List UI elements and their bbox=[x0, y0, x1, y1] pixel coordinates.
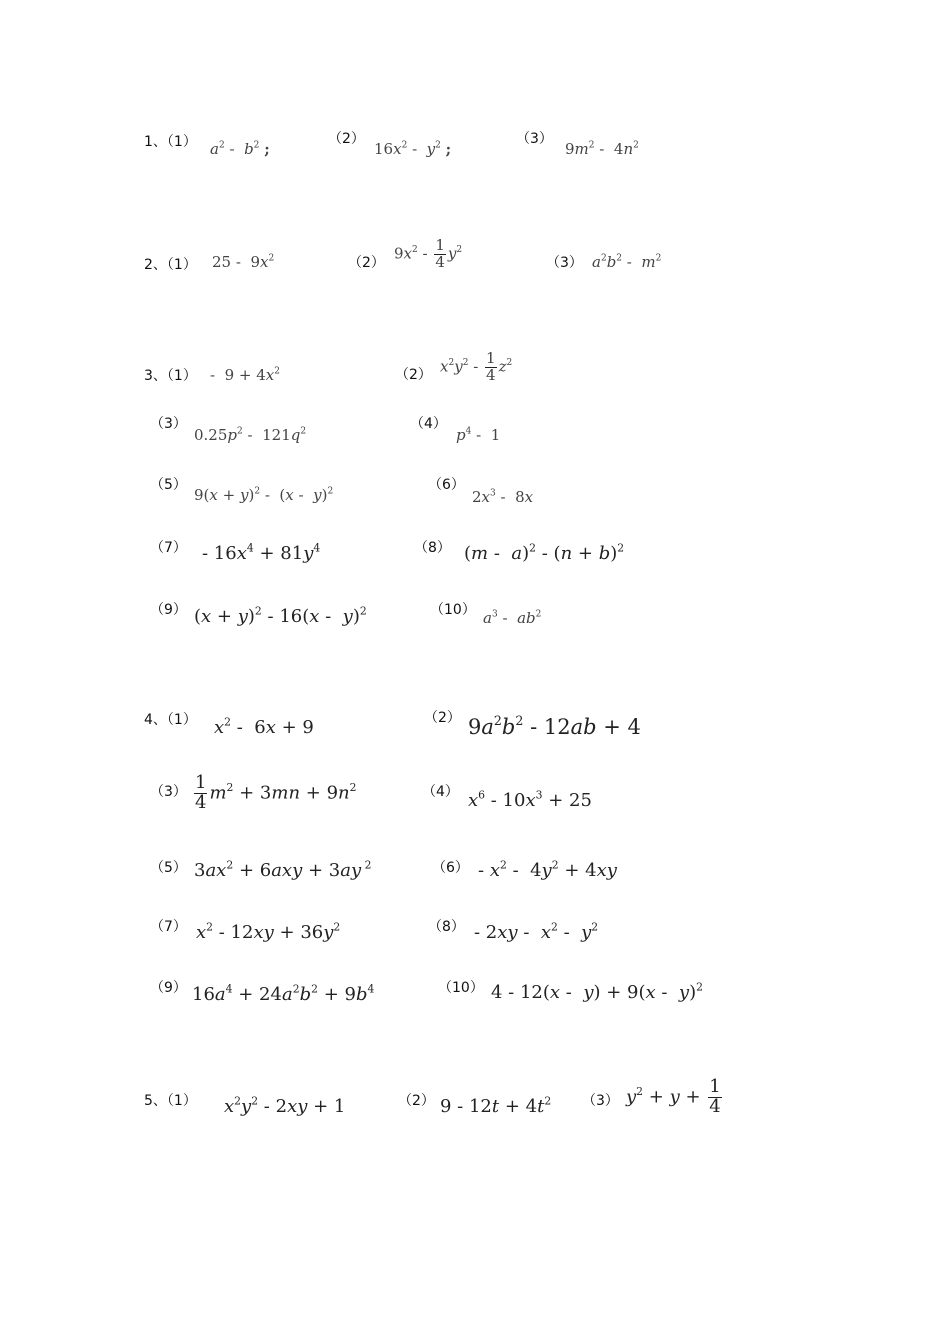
q3-7-expr: - $16x^4 + 81y^4$ bbox=[202, 541, 321, 564]
q3-10-label: （10） bbox=[430, 602, 476, 618]
q4-7-label: （7） bbox=[150, 919, 187, 935]
q4-4-expr: $x^6 - 10x^3 + 25$ bbox=[468, 788, 592, 811]
q4-1-expr: $x^2 - 6x + 9$ bbox=[214, 715, 314, 738]
q3-8-expr: $(m - a)^2 - (n + b)^2$ bbox=[464, 541, 625, 564]
q2-1-expr: $25 - 9x^2$ bbox=[212, 253, 275, 271]
q3-10-expr: $a^3 - ab^2$ bbox=[483, 609, 542, 627]
q5-3-expr: $y^2 + y$ + $\frac{1}{4}$ bbox=[626, 1076, 721, 1117]
q4-5-label: （5） bbox=[150, 860, 187, 876]
q2-2-label: （2） bbox=[348, 255, 385, 271]
q3-3-expr: $0.25p^2 - 121q^2$ bbox=[194, 426, 307, 444]
q5-3-label: （3） bbox=[582, 1093, 619, 1109]
q1-2-label: （2） bbox=[328, 131, 365, 147]
q3-4-label: （4） bbox=[410, 416, 447, 432]
q3-5-label: （5） bbox=[150, 477, 187, 493]
q4-6-label: （6） bbox=[432, 860, 469, 876]
q3-5-expr: $9(x + y)^2 - (x - y)^2$ bbox=[194, 486, 334, 504]
q2-3-expr: $a^2b^2 - m^2$ bbox=[592, 253, 662, 271]
q5-3-fraction: $\frac{1}{4}$ bbox=[709, 1076, 721, 1117]
q4-2-expr: $9a^2b^2 - 12ab + 4$ bbox=[468, 713, 641, 739]
q3-2-label: （2） bbox=[395, 367, 432, 383]
q4-3-expr: $\frac{1}{4}$ $m^2 + 3mn + 9n^2$ bbox=[195, 772, 357, 813]
q4-10-expr: 4 - 12(x - y) + 9(x - y)$^2$ bbox=[491, 980, 703, 1003]
q4-8-expr: - $2xy - x^2 - y^2$ bbox=[474, 920, 599, 943]
q3-9-expr: $(x + y)^2 - 16(x - y)^2$ bbox=[194, 604, 367, 627]
q3-2-fraction: $\frac{1}{4}$ bbox=[486, 349, 496, 384]
q3-1-expr: - $9 + 4x^2$ bbox=[210, 366, 280, 384]
q4-7-expr: $x^2 - 12xy + 36y^2$ bbox=[196, 920, 341, 943]
q3-4-expr: $p^4 - 1$ bbox=[456, 426, 501, 444]
q3-3-label: （3） bbox=[150, 416, 187, 432]
q1-2-expr: $16x^2 - y^2$ ; bbox=[374, 140, 452, 158]
q1-3-label: （3） bbox=[516, 131, 553, 147]
q3-8-label: （8） bbox=[414, 540, 451, 556]
q2-label: 2、（1） bbox=[144, 257, 197, 273]
q3-6-label: （6） bbox=[428, 477, 465, 493]
q4-9-expr: $16a^4 + 24a^2b^2 + 9b^4$ bbox=[192, 982, 375, 1005]
q3-2-expr: $x^2y^2$ - $\frac{1}{4}$ $z^2$ bbox=[440, 349, 513, 384]
q5-label: 5、（1） bbox=[144, 1093, 197, 1109]
q2-2-fraction: $\frac{1}{4}$ bbox=[435, 236, 445, 271]
q5-1-expr: $x^2y^2 - 2xy + 1$ bbox=[224, 1094, 346, 1117]
q4-6-expr: - $x^2 - 4y^2 + 4xy$ bbox=[478, 858, 617, 881]
q1-3-expr: $9m^2 - 4n^2$ bbox=[565, 140, 639, 158]
q3-9-label: （9） bbox=[150, 602, 187, 618]
q5-2-expr: $9 - 12t + 4t^2$ bbox=[440, 1094, 552, 1117]
q1-1-expr: $a^2 - b^2$ ; bbox=[210, 140, 270, 158]
q4-3-fraction: $\frac{1}{4}$ bbox=[195, 772, 207, 813]
q2-2-expr: $9x^2$ - $\frac{1}{4}$ $y^2$ bbox=[394, 236, 463, 271]
q4-5-expr: $3ax^2 + 6axy + 3ay$ $^2$ bbox=[194, 858, 372, 881]
q4-8-label: （8） bbox=[428, 919, 465, 935]
q4-label: 4、（1） bbox=[144, 712, 197, 728]
q4-2-label: （2） bbox=[424, 710, 461, 726]
q4-10-label: （10） bbox=[438, 980, 484, 996]
q3-7-label: （7） bbox=[150, 540, 187, 556]
q1-label: 1、（1） bbox=[144, 134, 197, 150]
q4-4-label: （4） bbox=[422, 784, 459, 800]
q4-9-label: （9） bbox=[150, 980, 187, 996]
q5-2-label: （2） bbox=[398, 1093, 435, 1109]
q2-3-label: （3） bbox=[546, 255, 583, 271]
q3-6-expr: $2x^3 - 8x$ bbox=[472, 488, 534, 506]
q3-label: 3、（1） bbox=[144, 368, 197, 384]
q4-3-label: （3） bbox=[150, 784, 187, 800]
